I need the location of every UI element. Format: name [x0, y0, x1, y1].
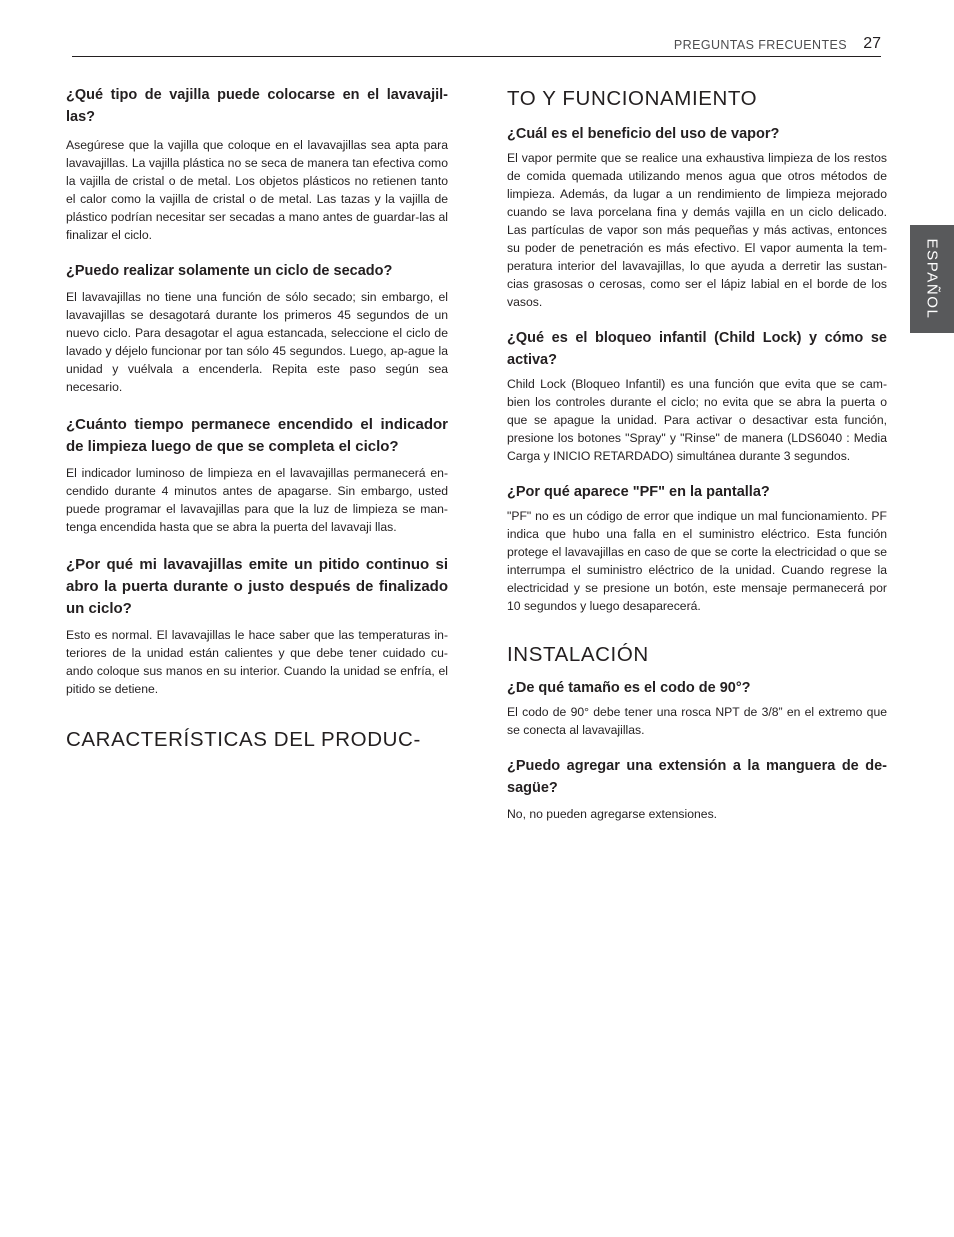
page-header — [72, 34, 881, 57]
faq-item — [66, 414, 448, 536]
faq-question: ¿Cuánto tiempo permanece encendido el indicador de limpieza luego de que se completa el ciclo? — [66, 416, 448, 455]
faq-item — [507, 755, 887, 823]
page-number: 27 — [863, 35, 881, 52]
faq-question: ¿De qué tamaño es el codo de 90°? — [507, 680, 751, 696]
faq-item — [66, 260, 448, 396]
faq-answer: Asegúrese que la vajilla que coloque en el lavavajillas sea apta para lavavajillas. La vajilla plástica no se seca de manera tan efectiva como la vajilla de cristal o de metal. Los objetos plásticos no retienen tanto el calor como la vajilla de cristal o de metal. Las tazas y la vajilla de plástico podrían necesitar ser secadas a mano antes de guardar-las al finalizar el ciclo. — [66, 138, 448, 242]
section-heading-product-features: CARACTERÍSTICAS DEL PRODUC- — [66, 728, 421, 751]
faq-answer: El lavavajillas no tiene una función de sólo secado; sin embargo, el lavavajillas se desagotará durante los primeros 45 segundos de un nuevo ciclo. Para desagotar el agua estancada, seleccione el ciclo de lavado y déjelo funcionar por tan sólo 45 segundos. Luego, ap-ague la unidad y vuélvala a encenderla. Repita este paso según sea necesario. — [66, 290, 448, 394]
faq-question: ¿Cuál es el beneficio del uso de vapor? — [507, 126, 780, 142]
faq-answer: "PF" no es un código de error que indique un mal funcionamiento. PF indica que hubo una falla en el suministro eléctrico. Esta función protege el lavavajillas en caso de que se corte la electricidad o que se interrumpa el suministro eléctrico de la unidad. Cuando regrese la electricidad y se presione un botón, este mensaje permanecerá por 10 segundos y luego desaparecerá. — [507, 509, 887, 613]
faq-question: ¿Por qué mi lavavajillas emite un pitido continuo si abro la puerta durante o justo después de finalizado un ciclo? — [66, 556, 448, 617]
faq-answer: El indicador luminoso de limpieza en el lavavajillas permanecerá en-cendido durante 4 minutos antes de apagarse. Sin embargo, usted puede programar el lavavajillas para que la luz de limpieza se man-tenga encendida hasta que se abra la puerta del lavavaji llas. — [66, 466, 448, 534]
faq-item — [507, 123, 887, 311]
faq-item — [66, 84, 448, 244]
right-column — [507, 84, 887, 837]
faq-item — [507, 327, 887, 465]
section-heading-operation: TO Y FUNCIONAMIENTO — [507, 87, 758, 110]
language-tab — [910, 225, 954, 333]
faq-item — [507, 677, 887, 739]
faq-question: ¿Qué tipo de vajilla puede colocarse en el lavavajil-las? — [66, 87, 448, 125]
faq-answer: No, no pueden agregarse extensiones. — [507, 807, 718, 821]
section-heading-installation: INSTALACIÓN — [507, 643, 649, 666]
language-tab-label: ESPAÑOL — [923, 238, 941, 320]
faq-answer: El vapor permite que se realice una exhaustiva limpieza de los restos de comida quemada utilizando menos agua que otros métodos de limpieza. Además, da lugar a un rendimiento de limpieza mejorado cuando se lava porcelana fina y demás vajilla en un ciclo delicado. Las partículas de vapor son más pequeñas y más activas, entonces su poder de penetración es más efectivo. El vapor aumenta la tem-peratura interior del lavavajillas, lo que ayuda a derretir las sustan-cias grasosas o cerosas, como ser el lápiz labial en el borde de los vasos. — [507, 151, 887, 309]
faq-item — [66, 554, 448, 698]
faq-answer: El codo de 90° debe tener una rosca NPT de 3/8” en el extremo que se conecta al lavavajillas. — [507, 705, 887, 737]
faq-question: ¿Qué es el bloqueo infantil (Child Lock) y cómo se activa? — [507, 330, 887, 368]
left-column — [66, 84, 448, 752]
faq-question: ¿Por qué aparece "PF" en la pantalla? — [507, 484, 770, 500]
faq-question: ¿Puedo realizar solamente un ciclo de secado? — [66, 263, 393, 279]
faq-answer: Child Lock (Bloqueo Infantil) es una función que evita que se cam-bien los controles durante el ciclo; no evita que se abra la puerta o que se apague la unidad. Para activar o desactivar esta función, presione los botones "Spray" y "Rinse" de manera (LDS6040 : Media Carga y INICIO RETARDADO) simultánea durante 3 segundos. — [507, 377, 887, 463]
faq-question: ¿Puedo agregar una extensión a la manguera de de-sagüe? — [507, 758, 887, 796]
faq-answer: Esto es normal. El lavavajillas le hace saber que las temperaturas in-teriores de la unidad están calientes y que debe tener cuidado cu-ando coloque sus manos en su interior. Cuando la unidad se enfría, el pitido se detiene. — [66, 628, 448, 696]
header-section-title: PREGUNTAS FRECUENTES — [673, 38, 847, 52]
faq-item — [507, 481, 887, 615]
